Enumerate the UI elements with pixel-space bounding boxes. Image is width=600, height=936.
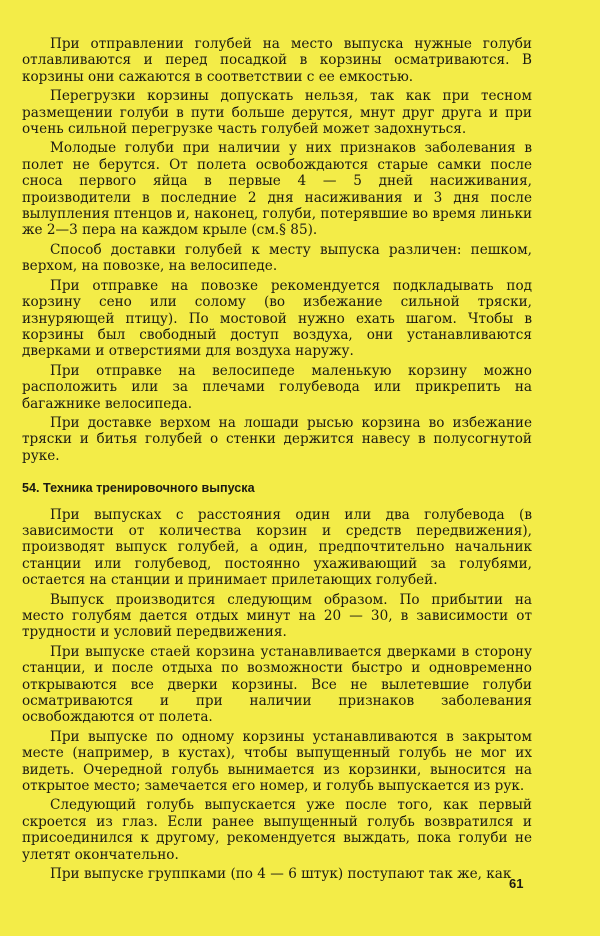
- paragraph: Перегрузки корзины допускать нельзя, так как при тесном размещении голуби в пути больше дерутся, мнут друг друга и при очень сильной перегрузке часть голубей может задохнуться.: [22, 88, 532, 138]
- paragraph: Выпуск производится следующим образом. По прибытии на место голубям дается отдых минут на 20 — 30, в зависимости от трудности и условий передвижения.: [22, 591, 532, 641]
- paragraph: При выпуске по одному корзины устанавливаются в закрытом месте (например, в кустах), чтобы выпущенный голубь не мог их видеть. Очередной голубь вынимается из корзинки, выносится на открытое место; замечается его номер, и голубь выпускается из рук.: [22, 728, 532, 795]
- paragraph: При доставке верхом на лошади рысью корзина во избежание тряски и битья голубей о стенки держится навесу в полусогнутой руке.: [22, 414, 532, 464]
- paragraph: При отправке на повозке рекомендуется подкладывать под корзину сено или солому (во избежание сильной тряски, изнуряющей птицу). По мостовой нужно ехать шагом. Чтобы в корзины был свободный доступ воздуха, они устанавливаются дверками и отверстиями для воздуха наружу.: [22, 277, 532, 360]
- paragraph: Следующий голубь выпускается уже после того, как первый скроется из глаз. Если ранее выпущенный голубь возвратился и присоединился к другому, рекомендуется выждать, пока голуби не улетят окончательно.: [22, 797, 532, 863]
- paragraph: При выпуске стаей корзина устанавливается дверками в сторону станции, и после отдыха по возможности быстро и одновременно открываются все дверки корзины. Все не вылетевшие голуби осматриваются и при наличии признаков заболевания освобождаются от полета.: [22, 643, 532, 726]
- paragraph: При выпуске группками (по 4 — 6 штук) поступают так же, как: [50, 866, 512, 883]
- paragraph: При отправлении голубей на место выпуска нужные голуби отлавливаются и перед посадкой в корзины осматриваются. В корзины они сажаются в соответствии с ее емкостью.: [22, 36, 532, 85]
- paragraph: При отправке на велосипеде маленькую корзину можно расположить или за плечами голубевода или прикрепить на багажнике велосипеда.: [22, 362, 532, 412]
- paragraph: Молодые голуби при наличии у них признаков заболевания в полет не берутся. От полета освобождаются старые самки после сноса первого яйца в первые 4 — 5 дней насиживания, производители в последние 2 дня насиживания и 3 дня после вылупления птенцов и, наконец, голуби, потерявшие во время линьки же 2—3 пера на каждом крыле (см.§ 85).: [22, 140, 532, 239]
- section-heading: 54. Техника тренировочного выпуска: [22, 481, 255, 496]
- paragraph: Способ доставки голубей к месту выпуска различен: пешком, верхом, на повозке, на велосипеде.: [22, 241, 532, 275]
- paragraph: При выпусках с расстояния один или два голубевода (в зависимости от количества корзин и средств передвижения), производят выпуск голубей, а один, предпочтительно начальник станции или голубевод, постоянно ухаживающий за голубями, остается на станции и принимает прилетающих голубей.: [22, 506, 532, 589]
- page-body: [22, 36, 532, 886]
- page-number: 61: [509, 876, 524, 891]
